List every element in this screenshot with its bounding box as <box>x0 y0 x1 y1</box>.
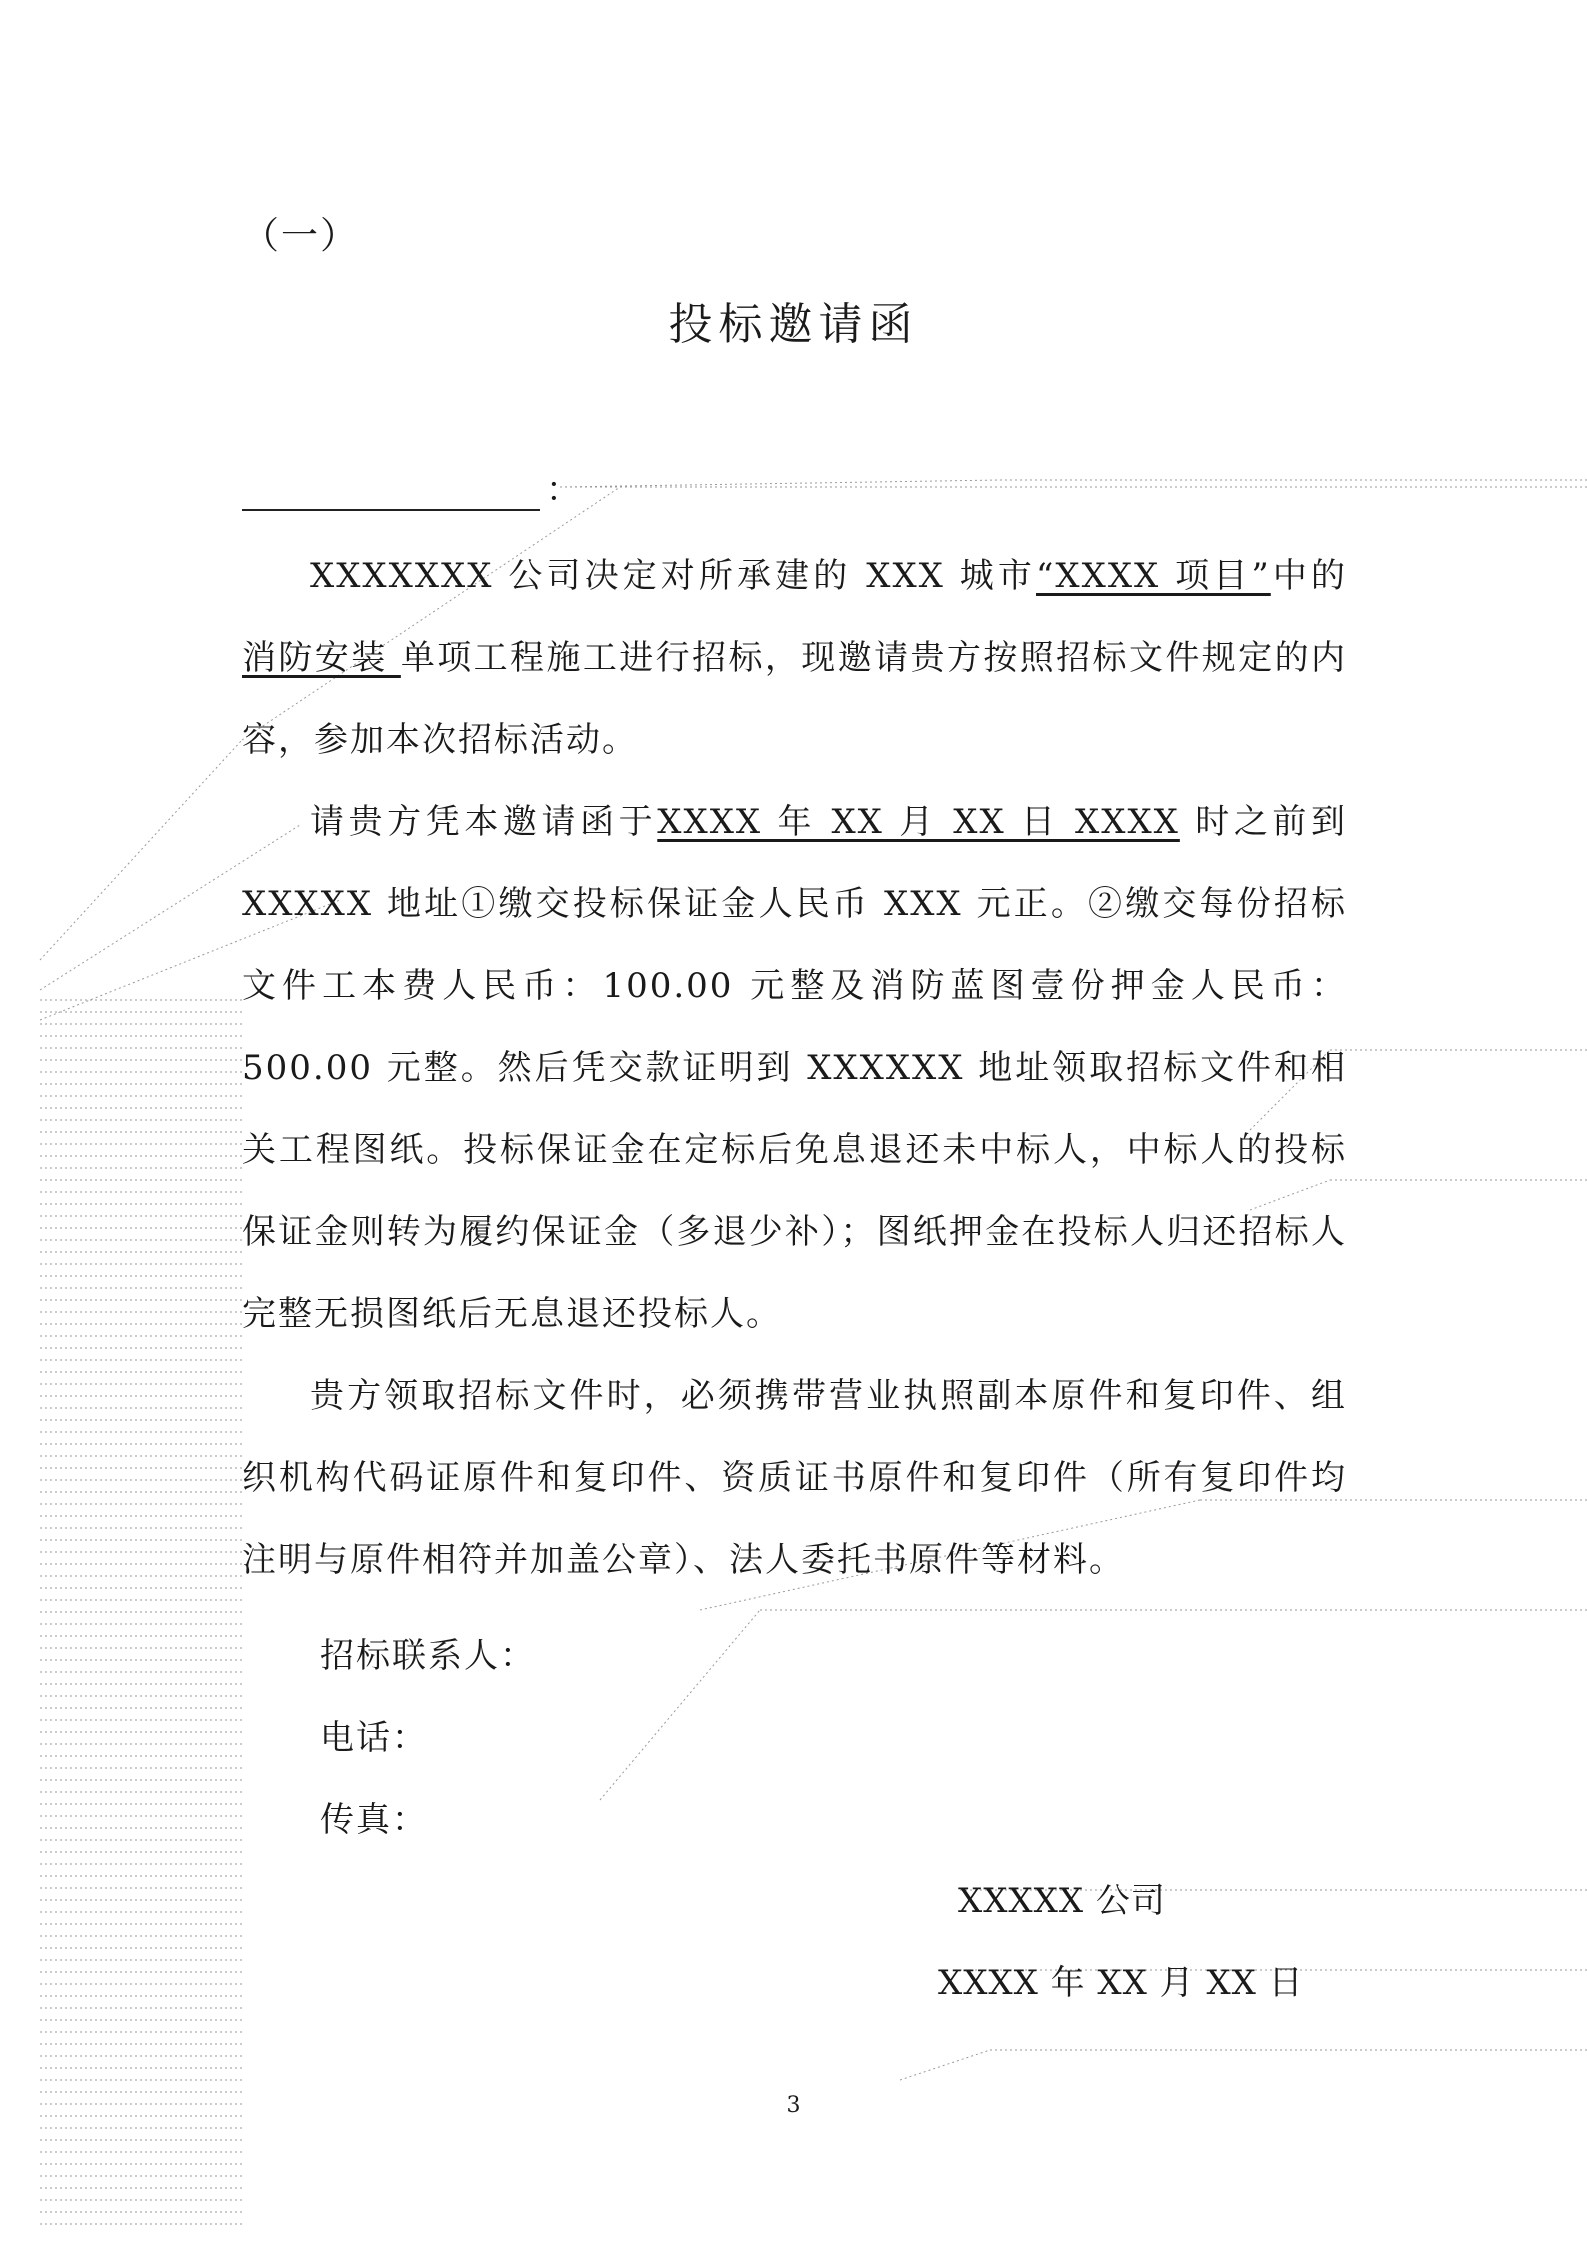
page-title: 投标邀请函 <box>668 299 919 350</box>
recipient-blank <box>242 471 540 511</box>
paragraph-invitation <box>242 535 1347 781</box>
deadline-date: XXXX 年 XX 月 XX 日 XXXX <box>657 802 1180 842</box>
fax-label: 传真： <box>320 1800 428 1840</box>
company-signature: XXXXX 公司 <box>958 1881 1166 1921</box>
paragraph-text: XXXXXXX 公司决定对所承建的 XXX 城市 <box>310 556 1037 596</box>
project-name: “XXXX 项目” <box>1036 556 1271 596</box>
paragraph-text: 请贵方凭本邀请函于 <box>310 802 658 842</box>
paragraph-text: 单项工程施工进行招标，现邀请贵方按照招标文件规定的内容，参加本次招标活动。 <box>242 638 1347 760</box>
signature-date: XXXX 年 XX 月 XX 日 <box>938 1963 1304 2003</box>
paragraph-text: 中的 <box>1270 556 1347 596</box>
page-number: 3 <box>786 2093 801 2118</box>
paragraph-materials: 贵方领取招标文件时，必须携带营业执照副本原件和复印件、组织机构代码证原件和复印件、资质证书原件和复印件（所有复印件均注明与原件相符并加盖公章）、法人委托书原件等材料。 <box>242 1376 1347 1580</box>
recipient-colon: ： <box>546 470 580 510</box>
section-label: （一） <box>242 214 359 257</box>
paragraph-deposit <box>242 781 1347 1355</box>
letter-body <box>242 535 1347 1601</box>
recipient-line <box>242 462 580 511</box>
paragraph-text: 时之前到 XXXXX 地址①缴交投标保证金人民币 XXX 元正。②缴交每份招标文件工本费人民币：100.00 元整及消防蓝图壹份押金人民币：500.00 元整。然后凭交款证明到 XXXXXX 地址领取招标文件和相关工程图纸。投标保证金在定标后免息退还未中标人，中标人的投标保证金则转为履约保证金（多退少补）；图纸押金在投标人归还招标人完整无损图纸后无息退还投标人。 <box>242 802 1348 1334</box>
phone-label: 电话： <box>320 1718 428 1758</box>
contact-person-label: 招标联系人： <box>320 1636 536 1676</box>
scope-name: 消防安装 <box>242 638 401 678</box>
